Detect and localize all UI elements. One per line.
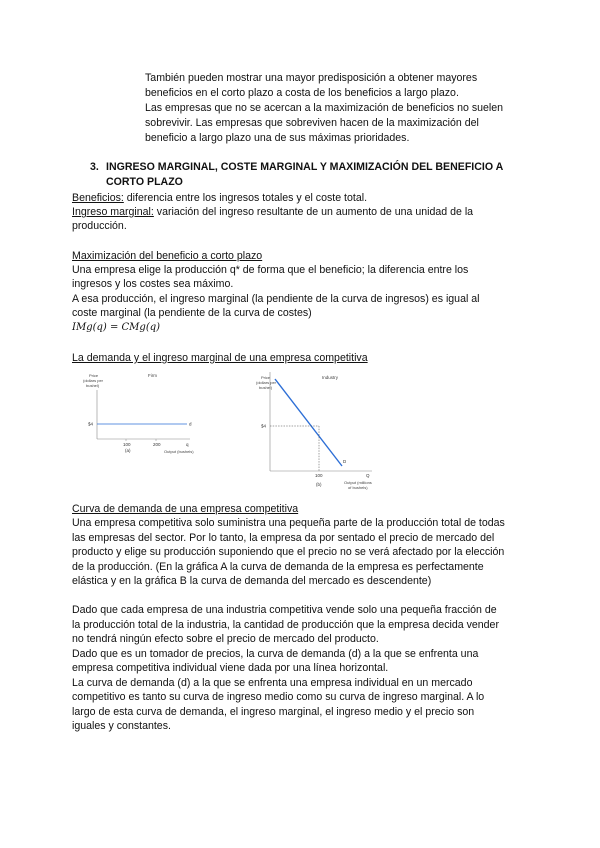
firm-x-tick: 200 [153, 442, 161, 447]
body-line: Una empresa competitiva solo suministra una pequeña parte de la producción total de todas [72, 517, 505, 529]
body-line: no tendrá ningún efecto sobre el precio de mercado del producto. [72, 633, 379, 645]
formula: IMg(q) = CMg(q) [72, 322, 161, 333]
industry-xlabel: of bushels) [348, 485, 368, 490]
body-line: Dado que cada empresa de una industria competitiva vende solo una pequeña fracción de [72, 604, 497, 616]
industry-panel-title: Industry [322, 375, 339, 380]
firm-panel-letter: (a) [125, 448, 131, 453]
firm-panel [83, 373, 194, 454]
industry-price-tick: $4 [261, 423, 267, 429]
industry-panel-letter: (b) [316, 482, 322, 487]
intro-line: sobrevivir. Las empresas que sobreviven hacen de la maximización del [145, 117, 479, 129]
section-heading [90, 160, 503, 175]
body-line: empresa competitiva individual viene dada por una línea horizontal. [72, 662, 389, 674]
demand-figure [70, 368, 400, 493]
firm-ylabel: (dollars per [83, 378, 104, 383]
section-title-line1: INGRESO MARGINAL, COSTE MARGINAL Y MAXIMIZACIÓN DEL BENEFICIO A [106, 161, 504, 173]
industry-x-axis-end: Q [366, 473, 370, 478]
section-number: 3. [90, 161, 99, 173]
industry-panel [256, 372, 372, 490]
body-line: producto y elige su producción suponiendo que el precio no se verá afectado por la elección [72, 546, 505, 558]
firm-price-tick: $4 [88, 421, 94, 427]
firm-ylabel: bushel) [86, 383, 100, 388]
body-line: ingresos y los costes sea máximo. [72, 278, 234, 290]
definition-ingreso [72, 205, 473, 219]
subsection-heading: Curva de demanda de una empresa competitiva [72, 503, 299, 515]
definition-beneficios [72, 191, 367, 205]
body-line: A esa producción, el ingreso marginal (la pendiente de la curva de ingresos) es igual al [72, 293, 480, 305]
industry-x-tick: 100 [315, 473, 323, 478]
body-line: Una empresa elige la producción q* de forma que el beneficio; la diferencia entre los [72, 264, 469, 276]
industry-curve-label: D [343, 459, 347, 464]
firm-xlabel: Output (bushels) [164, 449, 194, 454]
firm-panel-title: Firm [148, 373, 157, 378]
intro-line: beneficios en el corto plazo a costa de los beneficios a largo plazo. [145, 87, 459, 99]
body-line: competitivo es tanto su curva de ingreso medio como su curva de ingreso marginal. A lo [72, 691, 485, 703]
body-line: las empresas del sector. Por lo tanto, la empresa da por sentado el precio de mercado del [72, 532, 495, 544]
figure-heading: La demanda y el ingreso marginal de una empresa competitiva [72, 352, 368, 364]
firm-x-axis-end: q [186, 442, 189, 447]
definition-text: diferencia entre los ingresos totales y el coste total. [123, 192, 368, 204]
firm-ylabel: Price [89, 373, 99, 378]
firm-x-tick: 100 [123, 442, 131, 447]
intro-line: beneficio a largo plazo una de sus máximas prioridades. [145, 132, 410, 144]
body-line: La curva de demanda (d) a la que se enfrenta una empresa individual en un mercado [72, 677, 473, 689]
industry-xlabel: Output (millions [344, 480, 372, 485]
definition-term: Beneficios: [72, 192, 124, 204]
subsection-heading: Maximización del beneficio a corto plazo [72, 250, 263, 262]
intro-line: También pueden mostrar una mayor predisposición a obtener mayores [145, 72, 478, 84]
industry-ylabel: bushel) [259, 385, 273, 390]
body-line: elástica y en la gráfica B la curva de demanda del mercado es descendente) [72, 575, 432, 587]
body-line: coste marginal (la pendiente de la curva de costes) [72, 307, 312, 319]
body-line: la producción total de la industria, la cantidad de producción que la empresa decida vender [72, 619, 499, 631]
definition-text-cont: producción. [72, 220, 127, 232]
body-line: largo de esta curva de demanda, el ingreso marginal, el ingreso medio y el precio son [72, 706, 475, 718]
industry-ylabel: Price [261, 375, 271, 380]
body-line: de la producción. (En la gráfica A la curva de demanda de la empresa es perfectamente [72, 561, 484, 573]
intro-line: Las empresas que no se acercan a la maximización de beneficios no suelen [145, 102, 504, 114]
industry-ylabel: (dollars per [256, 380, 277, 385]
body-line: Dado que es un tomador de precios, la curva de demanda (d) a la que se enfrenta una [72, 648, 479, 660]
firm-curve-label: d [189, 421, 192, 427]
definition-term: Ingreso marginal: [72, 206, 154, 218]
definition-text: variación del ingreso resultante de un aumento de una unidad de la [153, 206, 474, 218]
section-title-line2: CORTO PLAZO [106, 176, 183, 188]
body-line: iguales y constantes. [72, 720, 171, 732]
industry-demand-line [275, 379, 342, 466]
